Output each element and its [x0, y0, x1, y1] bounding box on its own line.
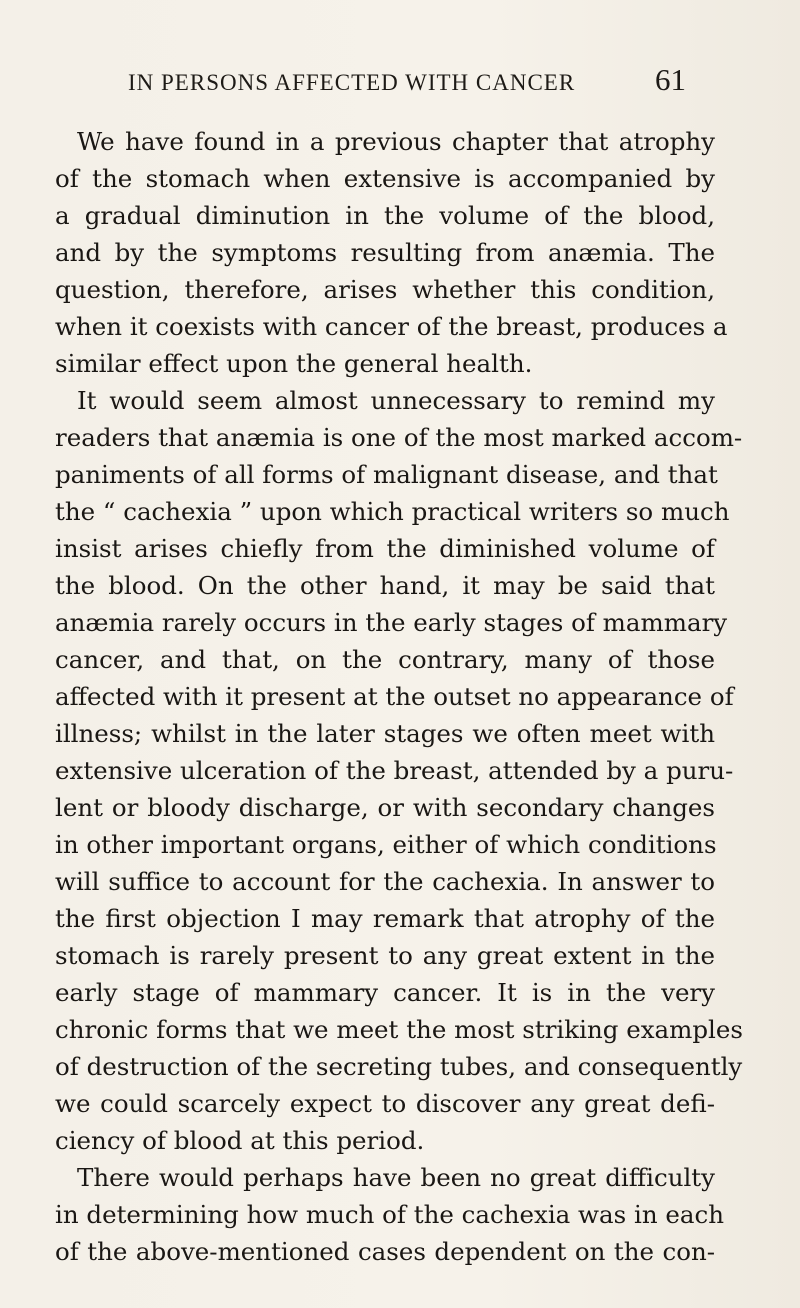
- text-line: extensive ulceration of the breast, attended by a puru-: [55, 756, 734, 785]
- text-line: cancer, and that, on the contrary, many of those: [55, 645, 715, 674]
- text-line: in determining how much of the cachexia was in each: [55, 1200, 725, 1229]
- text-line: the blood. On the other hand, it may be said that: [55, 571, 715, 600]
- text-line: We have found in a previous chapter that atrophy: [77, 127, 715, 156]
- text-line: we could scarcely expect to discover any great defi-: [55, 1089, 715, 1118]
- text-line: early stage of mammary cancer. It is in the very: [55, 978, 715, 1007]
- body-text: [55, 123, 743, 1270]
- text-line: of the stomach when extensive is accompanied by: [55, 164, 715, 193]
- text-line: the first objection I may remark that atrophy of the: [55, 904, 715, 933]
- text-line: chronic forms that we meet the most striking examples: [55, 1015, 743, 1044]
- text-line: a gradual diminution in the volume of the blood,: [55, 201, 715, 230]
- page-number: 61: [655, 62, 686, 97]
- text-line: and by the symptoms resulting from anæmia. The: [55, 238, 715, 267]
- text-line: when it coexists with cancer of the breast, produces a: [55, 312, 728, 341]
- text-line: will suffice to account for the cachexia. In answer to: [55, 867, 715, 896]
- text-line: anæmia rarely occurs in the early stages of mammary: [55, 608, 728, 637]
- text-line: of the above-mentioned cases dependent on the con-: [55, 1237, 715, 1266]
- text-line: stomach is rarely present to any great extent in the: [55, 941, 715, 970]
- running-title: IN PERSONS AFFECTED WITH CANCER: [128, 70, 576, 95]
- text-line: illness; whilst in the later stages we often meet with: [55, 719, 715, 748]
- text-line: It would seem almost unnecessary to remind my: [77, 386, 715, 415]
- text-line: affected with it present at the outset no appearance of: [55, 682, 734, 711]
- text-line: paniments of all forms of malignant disease, and that: [55, 460, 718, 489]
- text-line: lent or bloody discharge, or with secondary changes: [55, 793, 715, 822]
- text-line: of destruction of the secreting tubes, and consequently: [55, 1052, 743, 1081]
- text-line: similar effect upon the general health.: [55, 349, 533, 378]
- text-line: insist arises chiefly from the diminished volume of: [55, 534, 715, 563]
- text-line: the “ cachexia ” upon which practical writers so much: [55, 497, 730, 526]
- text-line: question, therefore, arises whether this condition,: [55, 275, 715, 304]
- text-line: readers that anæmia is one of the most marked accom-: [55, 423, 743, 452]
- text-line: in other important organs, either of which conditions: [55, 830, 717, 859]
- text-line: ciency of blood at this period.: [55, 1126, 425, 1155]
- text-line: There would perhaps have been no great difficulty: [77, 1163, 715, 1192]
